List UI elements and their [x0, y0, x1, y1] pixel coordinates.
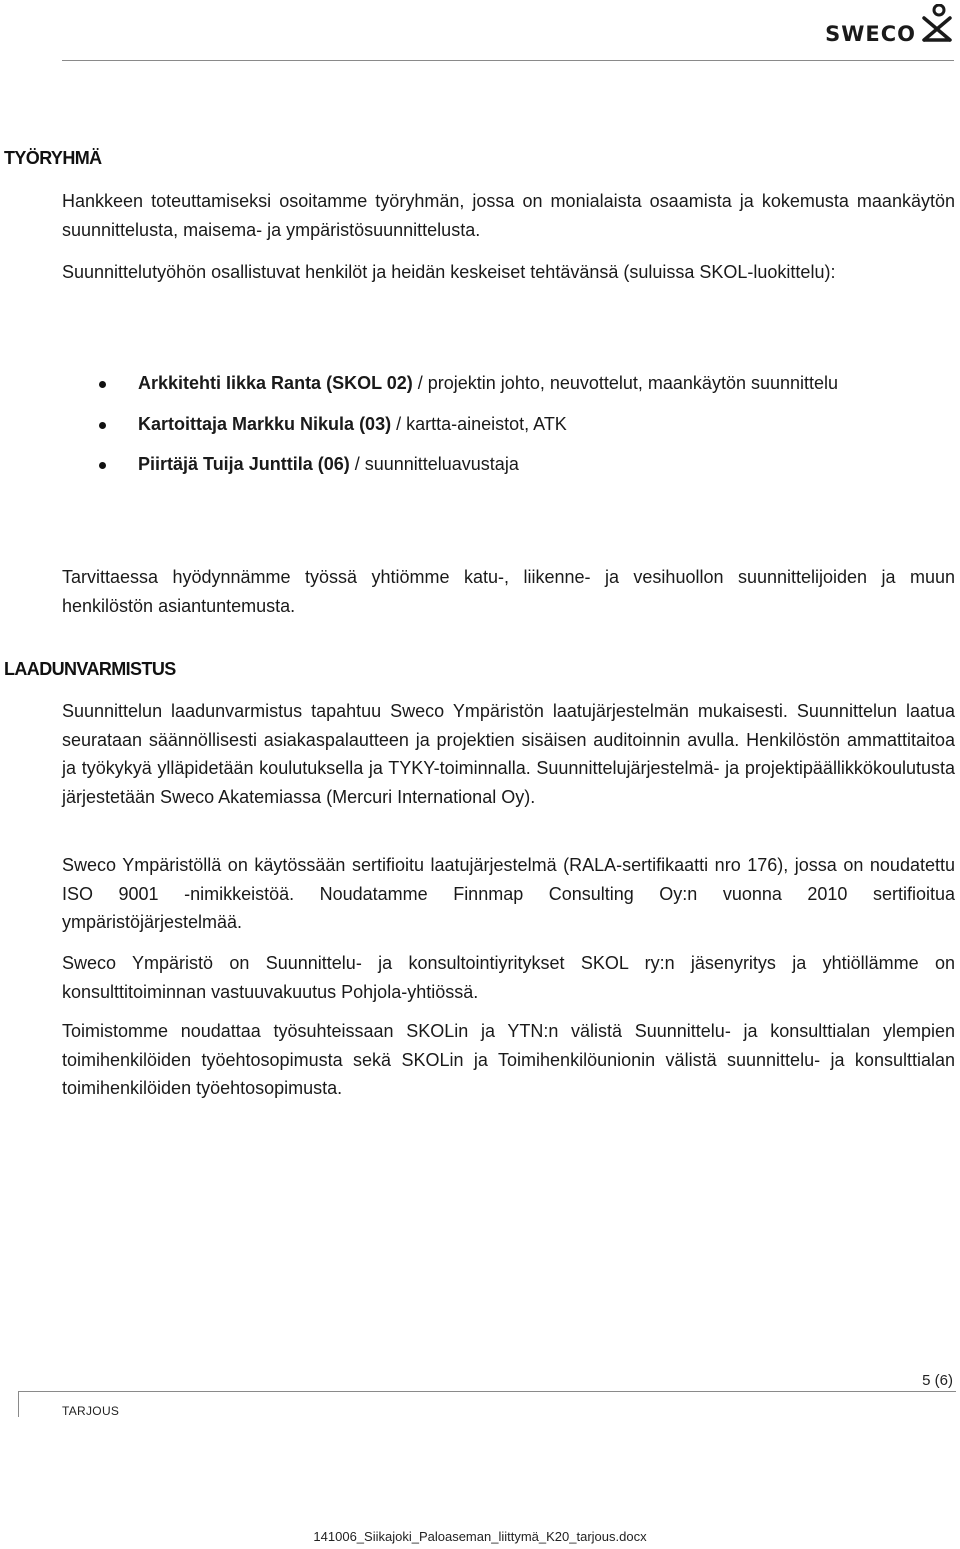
heading-quality: LAADUNVARMISTUS — [4, 659, 176, 679]
footer-divider-tick — [18, 1391, 19, 1417]
quality-paragraph-1: Suunnittelun laadunvarmistus tapahtuu Sweco Ympäristön laatujärjestelmän mukaisesti. Suunnittelun laatua seurataan säännöllisesti asiakaspalautteen ja projektien sisäisen auditoinnin avulla. Henkilöstön ammattitaitoa ja työkykyä ylläpidetään koulutuksella ja TYKY-toiminnalla. Suunnittelujärjestelmä- ja projektipäällikkökoulutusta järjestetään Sweco Akatemiassa (Mercuri International Oy). — [62, 701, 955, 807]
page-number: 5 (6) — [922, 1372, 953, 1389]
logo-text: SWECO — [825, 22, 916, 46]
bullet-icon — [99, 422, 106, 429]
footer-label: TARJOUS — [62, 1404, 120, 1418]
list-item — [62, 410, 955, 439]
quality-paragraph-4: Toimistomme noudattaa työsuhteissaan SKOLin ja YTN:n välistä Suunnittelu- ja konsulttialan ylempien toimihenkilöiden työehtosopimusta sekä SKOLin ja Toimihenkilöunionin välistä suunnittelu- ja konsulttialan toimihenkilöiden työehtosopimusta. — [62, 1021, 955, 1098]
team-participants-paragraph: Suunnittelutyöhön osallistuvat henkilöt ja heidän keskeiset tehtävänsä (suluissa SKOL-luokittelu): — [62, 262, 836, 282]
heading-team: TYÖRYHMÄ — [4, 148, 102, 168]
bullet-icon — [99, 462, 106, 469]
team-intro-paragraph: Hankkeen toteuttamiseksi osoitamme työryhmän, jossa on monialaista osaamista ja kokemusta maankäytön suunnittelusta, maisema- ja ympäristösuunnittelusta. — [62, 191, 955, 240]
member-role: / kartta-aineistot, ATK — [391, 413, 567, 434]
team-member-list — [62, 369, 955, 491]
member-role: / projektin johto, neuvottelut, maankäytön suunnittelu — [412, 373, 839, 393]
member-name: Kartoittaja Markku Nikula (03) — [138, 413, 392, 434]
member-role: / suunnitteluavustaja — [349, 454, 519, 474]
member-name: Piirtäjä Tuija Junttila (06) — [138, 454, 350, 474]
quality-paragraph-2: Sweco Ympäristöllä on käytössään sertifioitu laatujärjestelmä (RALA-sertifikaatti nro 176), jossa on noudatettu ISO 9001 -nimikkeistöä. Noudatamme Finnmap Consulting Oy:n vuonna 2010 sertifioitua ympäristöjärjestelmää. — [62, 855, 955, 932]
sweco-mark-icon — [920, 4, 954, 42]
member-name: Arkkitehti Iikka Ranta (SKOL 02) — [138, 373, 413, 393]
list-item — [62, 369, 955, 398]
team-outro-paragraph: Tarvittaessa hyödynnämme työssä yhtiömme katu-, liikenne- ja vesihuollon suunnittelijoiden ja muun henkilöstön asiantuntemusta. — [62, 567, 955, 616]
quality-paragraph-3: Sweco Ympäristö on Suunnittelu- ja konsultointiyritykset SKOL ry:n jäsenyritys ja yhtiöllämme on konsulttitoiminnan vastuuvakuutus Pohjola-yhtiössä. — [62, 953, 955, 1002]
sweco-logo — [825, 4, 954, 46]
footer-filename: 141006_Siikajoki_Paloaseman_liittymä_K20_tarjous.docx — [313, 1529, 647, 1544]
header-divider — [62, 60, 954, 61]
footer-divider — [18, 1391, 956, 1392]
bullet-icon — [99, 381, 106, 388]
list-item — [62, 450, 955, 479]
